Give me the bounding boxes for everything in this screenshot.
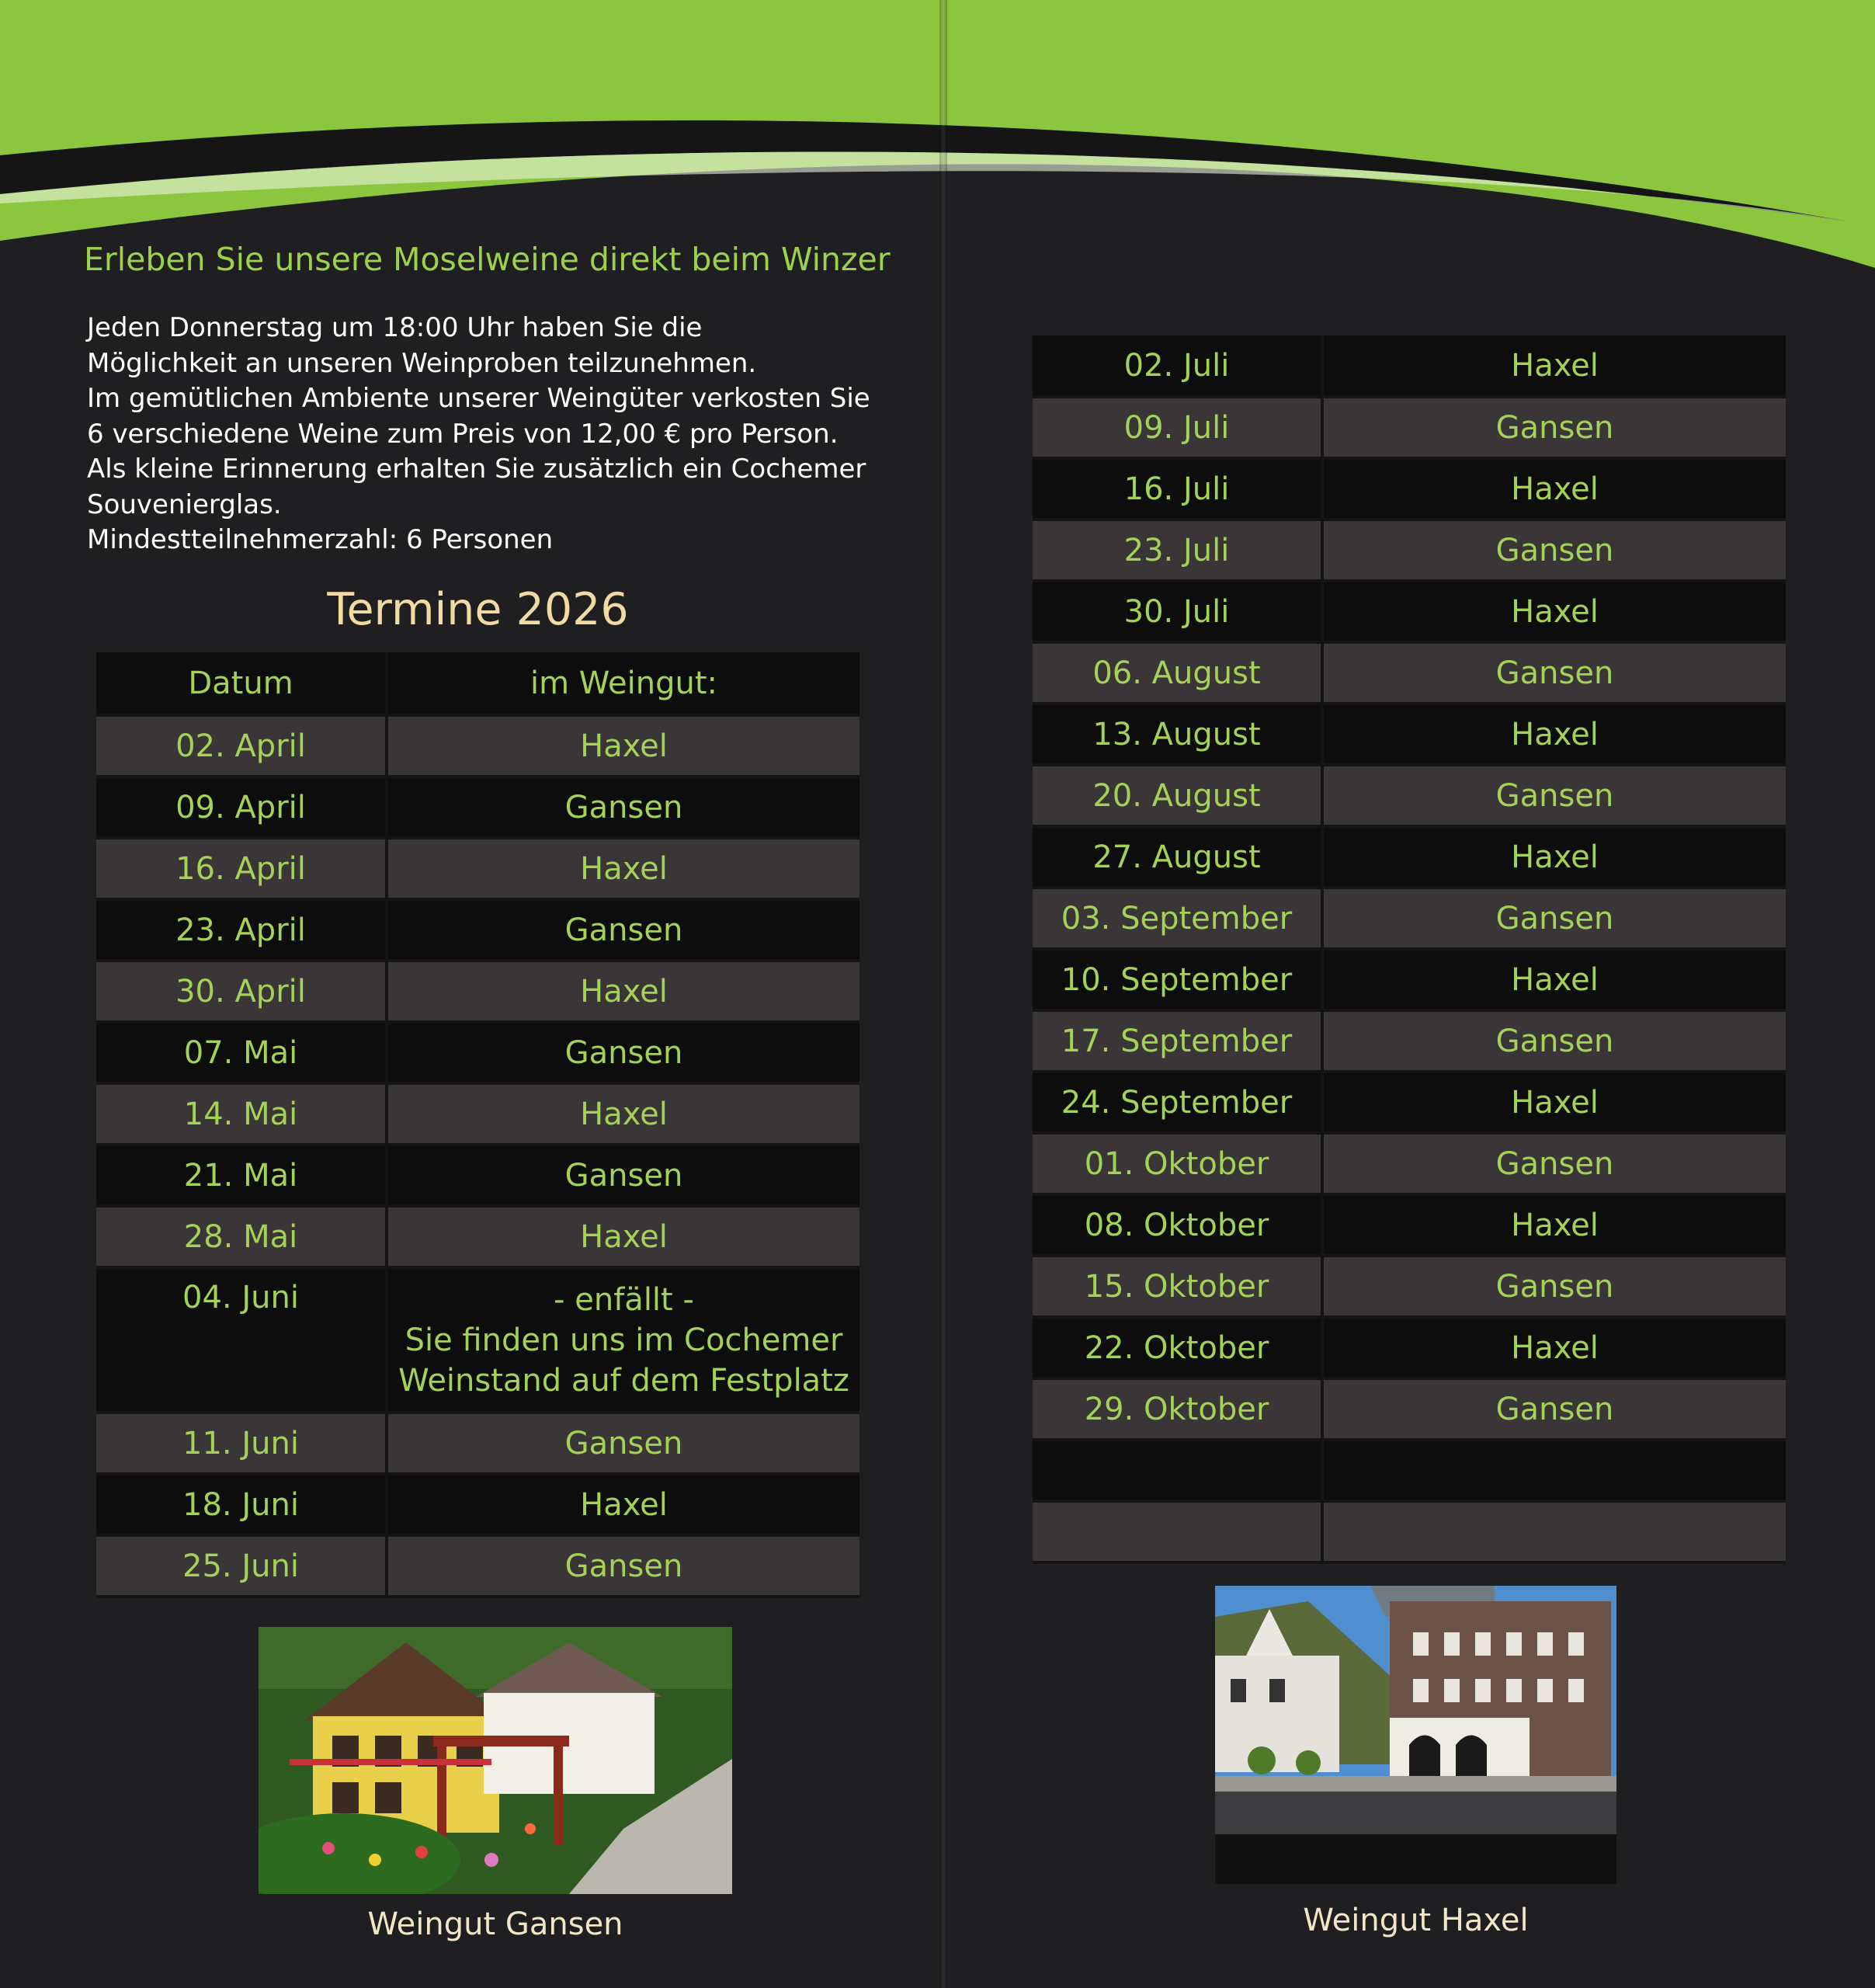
table-row — [1033, 335, 1786, 397]
intro-line: Möglichkeit an unseren Weinproben teilzunehmen. — [87, 347, 757, 379]
table-row — [1033, 397, 1786, 458]
haxel-caption: Weingut Haxel — [1303, 1903, 1529, 1938]
date-cell: 25. Juni — [96, 1535, 387, 1597]
gansen-caption: Weingut Gansen — [367, 1906, 623, 1942]
table-row — [1033, 949, 1786, 1010]
table-row — [96, 899, 859, 961]
header-date: Datum — [96, 652, 387, 715]
schedule-table-left — [96, 652, 859, 1598]
winery-cell: Haxel — [387, 838, 859, 899]
table-row — [1033, 1440, 1786, 1501]
table-row — [1033, 1072, 1786, 1133]
note-line: Sie finden uns im Cochemer — [405, 1322, 843, 1358]
table-row — [96, 1535, 859, 1597]
table-row — [1033, 888, 1786, 949]
intro-heading: Erleben Sie unsere Moselweine direkt beim Winzer — [84, 241, 891, 278]
date-cell: 04. Juni — [96, 1267, 387, 1413]
note-line: - enfällt - — [554, 1281, 694, 1318]
table-row — [1033, 1133, 1786, 1194]
table-row — [96, 1474, 859, 1535]
gansen-house-image — [259, 1627, 732, 1894]
winery-cell: Gansen — [1322, 1133, 1786, 1194]
intro-text — [87, 311, 910, 558]
weingut-haxel-photo — [1215, 1586, 1616, 1884]
winery-cell: Haxel — [1322, 335, 1786, 397]
winery-cell: Haxel — [387, 961, 859, 1022]
table-row — [96, 715, 859, 777]
winery-cell: Haxel — [1322, 1072, 1786, 1133]
winery-cell: Haxel — [387, 715, 859, 777]
winery-cell: Gansen — [387, 777, 859, 838]
note-line: Weinstand auf dem Festplatz — [398, 1362, 849, 1399]
intro-line: Mindestteilnehmerzahl: 6 Personen — [87, 524, 554, 555]
table-row — [1033, 642, 1786, 704]
winery-cell: Gansen — [387, 899, 859, 961]
date-cell: 13. August — [1033, 704, 1322, 765]
date-cell: 28. Mai — [96, 1206, 387, 1267]
winery-cell: Gansen — [1322, 520, 1786, 581]
date-cell: 15. Oktober — [1033, 1256, 1322, 1317]
table-row — [1033, 581, 1786, 642]
table-row — [1033, 826, 1786, 888]
table-row — [96, 777, 859, 838]
page-fold-crease — [939, 0, 947, 1988]
table-row — [1033, 1317, 1786, 1378]
date-cell: 11. Juni — [96, 1413, 387, 1474]
winery-cell: Haxel — [1322, 1194, 1786, 1256]
date-cell — [1033, 1501, 1322, 1562]
date-cell — [1033, 1440, 1322, 1501]
date-cell: 01. Oktober — [1033, 1133, 1322, 1194]
intro-line: 6 verschiedene Weine zum Preis von 12,00 € pro Person. — [87, 418, 839, 450]
table-row — [96, 961, 859, 1022]
table-row — [1033, 1194, 1786, 1256]
winery-cell: Haxel — [1322, 949, 1786, 1010]
schedule-table-right — [1033, 335, 1786, 1564]
winery-cell: Gansen — [1322, 1256, 1786, 1317]
winery-cell: Gansen — [387, 1145, 859, 1206]
green-header-banner — [0, 0, 1875, 280]
table-row — [96, 838, 859, 899]
winery-cell: Gansen — [1322, 642, 1786, 704]
winery-cell: Gansen — [387, 1535, 859, 1597]
date-cell: 09. Juli — [1033, 397, 1322, 458]
table-row — [96, 1413, 859, 1474]
date-cell: 24. September — [1033, 1072, 1322, 1133]
winery-cell — [387, 1267, 859, 1413]
date-cell: 20. August — [1033, 765, 1322, 826]
date-cell: 29. Oktober — [1033, 1378, 1322, 1440]
table-row — [96, 1206, 859, 1267]
date-cell: 03. September — [1033, 888, 1322, 949]
winery-cell: Gansen — [1322, 765, 1786, 826]
winery-cell: Gansen — [1322, 1010, 1786, 1072]
winery-cell: Gansen — [1322, 397, 1786, 458]
date-cell: 18. Juni — [96, 1474, 387, 1535]
date-cell: 23. Juli — [1033, 520, 1322, 581]
weingut-gansen-photo — [259, 1627, 732, 1894]
date-cell: 30. April — [96, 961, 387, 1022]
date-cell: 06. August — [1033, 642, 1322, 704]
date-cell: 02. April — [96, 715, 387, 777]
table-row — [1033, 1378, 1786, 1440]
winery-cell: Haxel — [1322, 581, 1786, 642]
schedule-title: Termine 2026 — [327, 584, 629, 635]
date-cell: 08. Oktober — [1033, 1194, 1322, 1256]
winery-cell: Gansen — [387, 1413, 859, 1474]
winery-cell: Gansen — [1322, 1378, 1786, 1440]
winery-cell — [1322, 1440, 1786, 1501]
date-cell: 17. September — [1033, 1010, 1322, 1072]
table-row — [96, 1083, 859, 1145]
winery-cell: Haxel — [387, 1206, 859, 1267]
winery-cell: Gansen — [1322, 888, 1786, 949]
table-row — [1033, 520, 1786, 581]
date-cell: 16. April — [96, 838, 387, 899]
date-cell: 23. April — [96, 899, 387, 961]
intro-line: Souvenierglas. — [87, 488, 282, 520]
header-winery: im Weingut: — [387, 652, 859, 715]
table-row — [96, 1267, 859, 1413]
haxel-building-image — [1215, 1586, 1616, 1884]
date-cell: 07. Mai — [96, 1022, 387, 1083]
table-row — [1033, 1010, 1786, 1072]
date-cell: 21. Mai — [96, 1145, 387, 1206]
table-row — [1033, 1256, 1786, 1317]
winery-cell: Haxel — [387, 1083, 859, 1145]
table-row — [96, 1022, 859, 1083]
date-cell: 10. September — [1033, 949, 1322, 1010]
winery-cell: Haxel — [1322, 704, 1786, 765]
winery-cell: Haxel — [1322, 826, 1786, 888]
date-cell: 16. Juli — [1033, 458, 1322, 520]
date-cell: 14. Mai — [96, 1083, 387, 1145]
table-row — [1033, 458, 1786, 520]
date-cell: 30. Juli — [1033, 581, 1322, 642]
table-row — [1033, 704, 1786, 765]
date-cell: 22. Oktober — [1033, 1317, 1322, 1378]
intro-line: Jeden Donnerstag um 18:00 Uhr haben Sie die — [87, 312, 703, 343]
winery-cell: Haxel — [1322, 1317, 1786, 1378]
table-row — [1033, 765, 1786, 826]
winery-cell: Gansen — [387, 1022, 859, 1083]
intro-line: Im gemütlichen Ambiente unserer Weingüter verkosten Sie — [87, 383, 870, 414]
winery-cell: Haxel — [1322, 458, 1786, 520]
date-cell: 02. Juli — [1033, 335, 1322, 397]
winery-cell — [1322, 1501, 1786, 1562]
table-row — [96, 1145, 859, 1206]
intro-line: Als kleine Erinnerung erhalten Sie zusätzlich ein Cochemer — [87, 454, 866, 485]
date-cell: 27. August — [1033, 826, 1322, 888]
winery-cell: Haxel — [387, 1474, 859, 1535]
date-cell: 09. April — [96, 777, 387, 838]
table-row — [1033, 1501, 1786, 1562]
